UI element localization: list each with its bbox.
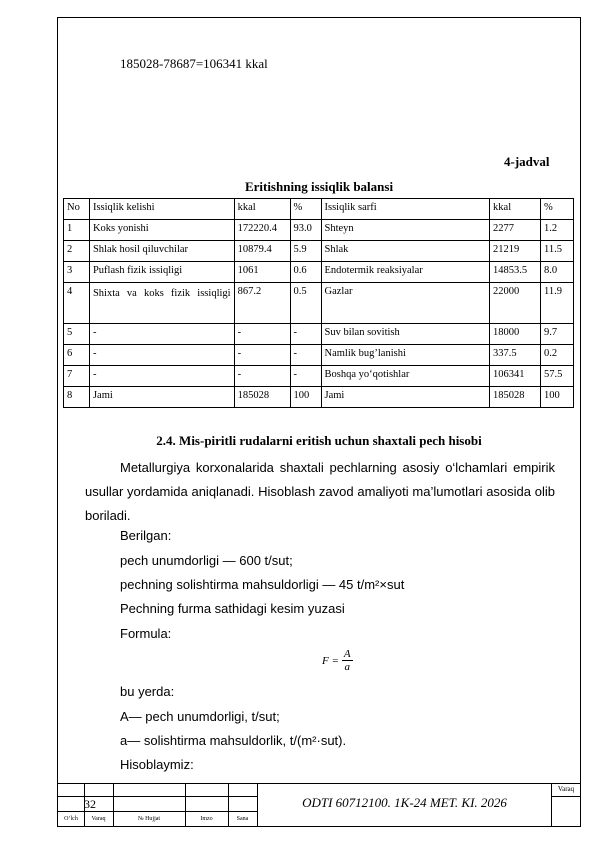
table-cell: Gazlar [321,283,490,324]
table-cell: 100 [290,387,321,408]
table-cell: 2 [64,241,90,262]
formula [322,648,353,673]
table-cell: - [89,324,234,345]
table-cell: 57.5 [540,366,573,387]
table-row [64,387,574,408]
header-cell: No [64,199,90,220]
header-cell: kkal [490,199,541,220]
table-cell: 5.9 [290,241,321,262]
given-label: Berilgan: [120,528,172,543]
table-cell: - [234,324,290,345]
table-cell: Jami [321,387,490,408]
table-cell: 0.6 [290,262,321,283]
table-cell: 867.2 [234,283,290,324]
stamp-col-label: Imzo [200,816,213,822]
stamp-page-number: 32 [84,797,96,811]
table-cell: - [290,324,321,345]
table-cell: 8 [64,387,90,408]
table-cell: 18000 [490,324,541,345]
stamp-col-label: Varaq [91,816,106,822]
where-label: bu yerda: [120,684,175,699]
page-frame [57,17,581,827]
table-cell: 10879.4 [234,241,290,262]
formula-label: Formula: [120,626,172,641]
section-title: 2.4. Mis-piritli rudalarni eritish uchun shaxtali pech hisobi [156,433,482,448]
table-cell: Jami [89,387,234,408]
table-cell: Koks yonishi [89,220,234,241]
table-cell: 172220.4 [234,220,290,241]
table-cell: - [89,345,234,366]
table-cell: 100 [540,387,573,408]
table-row [64,366,574,387]
header-cell: Issiqlik sarfi [321,199,490,220]
table-cell: Boshqa yo‘qotishlar [321,366,490,387]
table-cell: - [234,366,290,387]
table-cell: Endotermik reaksiyalar [321,262,490,283]
table-cell: Shlak [321,241,490,262]
given-line: Pechning furma sathidagi kesim yuzasi [120,601,345,616]
table-cell: Puflash fizik issiqligi [89,262,234,283]
formula-numerator: A [343,648,351,660]
formula-lhs: F = [322,654,339,667]
table-cell: 185028 [234,387,290,408]
stamp-col-label: № Hujjat [137,816,161,822]
table-cell: Shlak hosil qiluvchilar [89,241,234,262]
varaq-label: Varaq [557,785,575,793]
stamp-col-label: Sana [236,816,249,822]
table-row [64,220,574,241]
table-cell: 1.2 [540,220,573,241]
calc-label: Hisoblaymiz: [120,757,194,772]
header-cell: % [290,199,321,220]
table-cell: 0.5 [290,283,321,324]
document-code: ODTI 60712100. 1K-24 MET. KI. 2026 [302,795,507,810]
table-row [64,283,574,324]
table-cell: 3 [64,262,90,283]
table-cell: 14853.5 [490,262,541,283]
table-cell: 93.0 [290,220,321,241]
intro-paragraph: Metallurgiya korxonalarida shaxtali pechlarning asosiy o‘lchamlari empirik usullar yordamida aniqlanadi. Hisoblash zavod amaliyoti ma’lumotlari asosida olib boriladi. [85,460,555,523]
table-cell: 7 [64,366,90,387]
given-line: pech unumdorligi — 600 t/sut; [120,553,293,568]
table-cell: 11.5 [540,241,573,262]
stamp-divider [551,796,581,797]
formula-denominator: a [344,661,351,673]
heat-balance-table [63,198,574,408]
table-cell: Suv bilan sovitish [321,324,490,345]
table-cell: 6 [64,345,90,366]
table-cell: 106341 [490,366,541,387]
table-cell: 185028 [490,387,541,408]
header-cell: % [540,199,573,220]
header-cell: kkal [234,199,290,220]
table-cell: 1 [64,220,90,241]
stamp-divider [57,783,581,784]
table-cell: Namlik bug’lanishi [321,345,490,366]
formula-fraction [342,648,353,673]
table-cell: 5 [64,324,90,345]
equation-line: 185028-78687=106341 kkal [120,56,268,71]
table-cell: Shteyn [321,220,490,241]
table-cell: - [89,366,234,387]
table-cell: - [290,345,321,366]
stamp-col-label: O‘lch [64,816,78,822]
table-cell: - [290,366,321,387]
table-cell: 8.0 [540,262,573,283]
table-cell: 9.7 [540,324,573,345]
table-cell: - [234,345,290,366]
table-number: 4-jadval [504,154,550,169]
table-cell: 2277 [490,220,541,241]
title-block [57,783,581,827]
table-header-row [64,199,574,220]
table-cell: 22000 [490,283,541,324]
table-cell: 11.9 [540,283,573,324]
table-row [64,241,574,262]
table-row [64,345,574,366]
table-row [64,324,574,345]
table-row [64,262,574,283]
where-line: a— solishtirma mahsuldorlik, t/(m²·sut). [120,733,347,748]
table-cell: 1061 [234,262,290,283]
table-cell: 21219 [490,241,541,262]
table-cell: 337.5 [490,345,541,366]
header-cell: Issiqlik kelishi [89,199,234,220]
where-line: A— pech unumdorligi, t/sut; [120,709,280,724]
table-title: Eritishning issiqlik balansi [244,179,394,194]
given-line: pechning solishtirma mahsuldorligi — 45 t/m²×sut [120,577,405,592]
table-cell: 4 [64,283,90,324]
table-cell: 0.2 [540,345,573,366]
table-cell: Shixta va koks fizik issiqligi [89,283,234,324]
